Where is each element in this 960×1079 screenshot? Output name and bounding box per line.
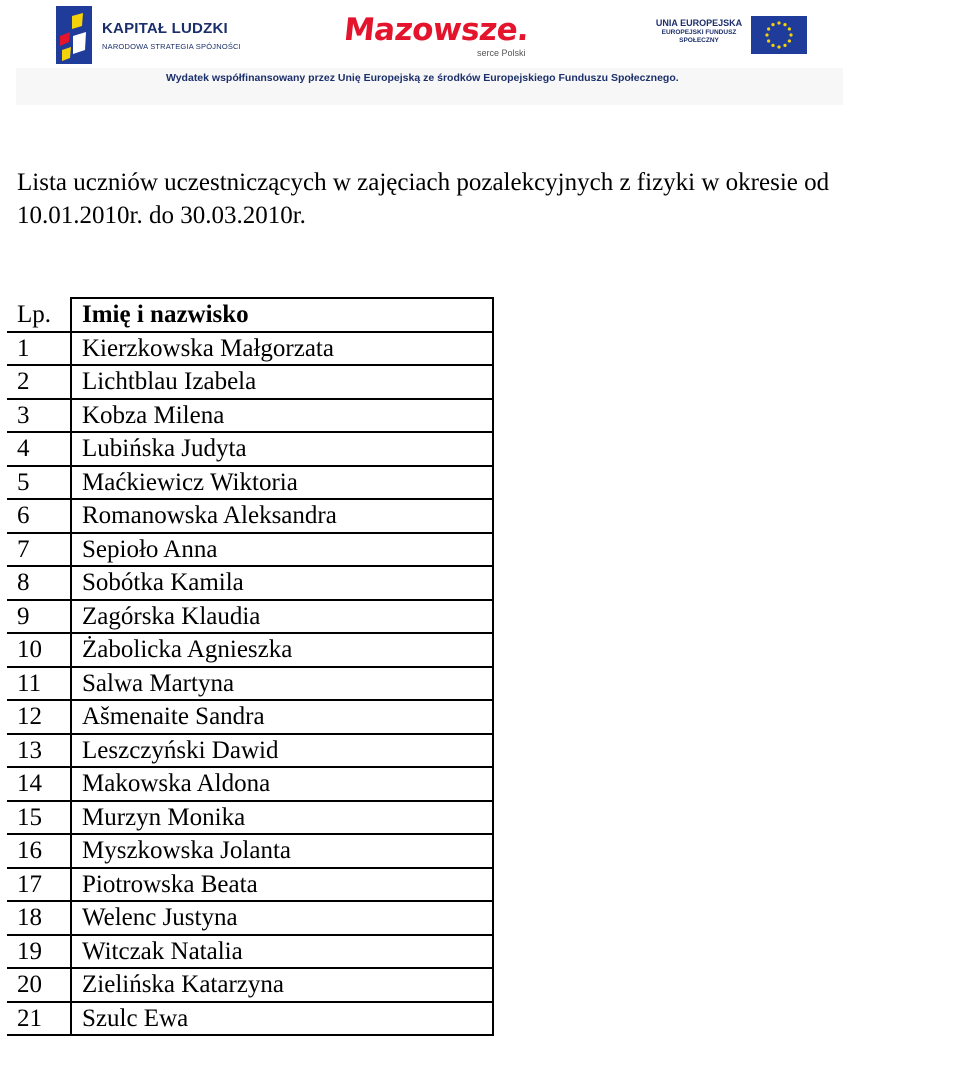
participant-name: Sobótka Kamila	[71, 566, 493, 600]
table-row	[7, 600, 493, 634]
participant-name: Lichtblau Izabela	[71, 365, 493, 399]
mazowsze-wordmark: Mazowsze.	[342, 12, 531, 48]
participant-name: Kobza Milena	[71, 399, 493, 433]
mazowsze-logo	[344, 8, 544, 64]
kapital-ludzki-logo	[56, 6, 241, 64]
table-row	[7, 533, 493, 567]
participant-name: Żabolicka Agnieszka	[71, 633, 493, 667]
participant-name: Kierzkowska Małgorzata	[71, 332, 493, 366]
row-number: 12	[7, 700, 71, 734]
row-number: 14	[7, 767, 71, 801]
eu-flag-icon	[751, 16, 807, 54]
participant-name: Murzyn Monika	[71, 801, 493, 835]
table-body	[7, 332, 493, 1036]
table-header-row	[7, 298, 493, 332]
table-row	[7, 432, 493, 466]
eu-star-icon	[767, 27, 770, 30]
eu-star-icon	[783, 44, 786, 47]
participant-name: Sepioło Anna	[71, 533, 493, 567]
row-number: 20	[7, 968, 71, 1002]
table-row	[7, 399, 493, 433]
row-number: 3	[7, 399, 71, 433]
table-row	[7, 332, 493, 366]
row-number: 21	[7, 1002, 71, 1036]
table-row	[7, 633, 493, 667]
participant-name: Romanowska Aleksandra	[71, 499, 493, 533]
column-header-lp: Lp.	[7, 298, 71, 332]
participant-name: Salwa Martyna	[71, 667, 493, 701]
eu-subtitle: EUROPEJSKI FUNDUSZ SPOŁECZNY	[661, 29, 737, 44]
participant-name: Zagórska Klaudia	[71, 600, 493, 634]
eu-star-icon	[777, 45, 780, 48]
header-banner	[16, 0, 843, 105]
mazowsze-tagline: serce Polski	[477, 48, 526, 58]
table-row	[7, 734, 493, 768]
column-header-name: Imię i nazwisko	[71, 298, 493, 332]
table-row	[7, 901, 493, 935]
participant-name: Makowska Aldona	[71, 767, 493, 801]
eu-title: UNIA EUROPEJSKA	[655, 18, 743, 28]
participant-name: Piotrowska Beata	[71, 868, 493, 902]
row-number: 6	[7, 499, 71, 533]
logo-row	[16, 0, 843, 68]
row-number: 17	[7, 868, 71, 902]
row-number: 9	[7, 600, 71, 634]
kapital-ludzki-subtitle: NARODOWA STRATEGIA SPÓJNOŚCI	[102, 42, 241, 51]
participant-name: Szulc Ewa	[71, 1002, 493, 1036]
participant-name: Witczak Natalia	[71, 935, 493, 969]
eu-star-icon	[771, 44, 774, 47]
row-number: 18	[7, 901, 71, 935]
table-row	[7, 834, 493, 868]
eu-logo	[652, 14, 812, 58]
table-row	[7, 801, 493, 835]
row-number: 10	[7, 633, 71, 667]
table-row	[7, 365, 493, 399]
eu-star-icon	[777, 21, 780, 24]
participant-name: Ašmenaite Sandra	[71, 700, 493, 734]
row-number: 13	[7, 734, 71, 768]
eu-star-icon	[788, 39, 791, 42]
eu-star-icon	[788, 27, 791, 30]
document-heading: Lista uczniów uczestniczących w zajęciach pozalekcyjnych z fizyki w okresie od 10.01.2010r. do 30.03.2010r.	[17, 169, 830, 229]
participants-table	[7, 297, 494, 1036]
table-row	[7, 700, 493, 734]
table-row	[7, 499, 493, 533]
eu-star-icon	[765, 33, 768, 36]
participant-name: Welenc Justyna	[71, 901, 493, 935]
table-row	[7, 968, 493, 1002]
participant-name: Lubińska Judyta	[71, 432, 493, 466]
participant-name: Zielińska Katarzyna	[71, 968, 493, 1002]
participant-name: Maćkiewicz Wiktoria	[71, 466, 493, 500]
row-number: 1	[7, 332, 71, 366]
eu-star-icon	[789, 33, 792, 36]
row-number: 2	[7, 365, 71, 399]
table-row	[7, 466, 493, 500]
table-row	[7, 767, 493, 801]
row-number: 15	[7, 801, 71, 835]
table-row	[7, 667, 493, 701]
kapital-ludzki-title: KAPITAŁ LUDZKI	[102, 20, 228, 37]
table-row	[7, 868, 493, 902]
row-number: 11	[7, 667, 71, 701]
eu-star-icon	[767, 39, 770, 42]
eu-star-icon	[771, 23, 774, 26]
participant-name: Myszkowska Jolanta	[71, 834, 493, 868]
cofinancing-note: Wydatek współfinansowany przez Unię Europejską ze środków Europejskiego Funduszu Społecznego.	[166, 72, 679, 84]
eu-star-icon	[783, 23, 786, 26]
row-number: 4	[7, 432, 71, 466]
row-number: 16	[7, 834, 71, 868]
row-number: 19	[7, 935, 71, 969]
table-row	[7, 935, 493, 969]
table-row	[7, 1002, 493, 1036]
kapital-ludzki-emblem-icon	[56, 6, 92, 64]
row-number: 8	[7, 566, 71, 600]
eu-text	[652, 18, 746, 45]
row-number: 5	[7, 466, 71, 500]
table-row	[7, 566, 493, 600]
participant-name: Leszczyński Dawid	[71, 734, 493, 768]
row-number: 7	[7, 533, 71, 567]
